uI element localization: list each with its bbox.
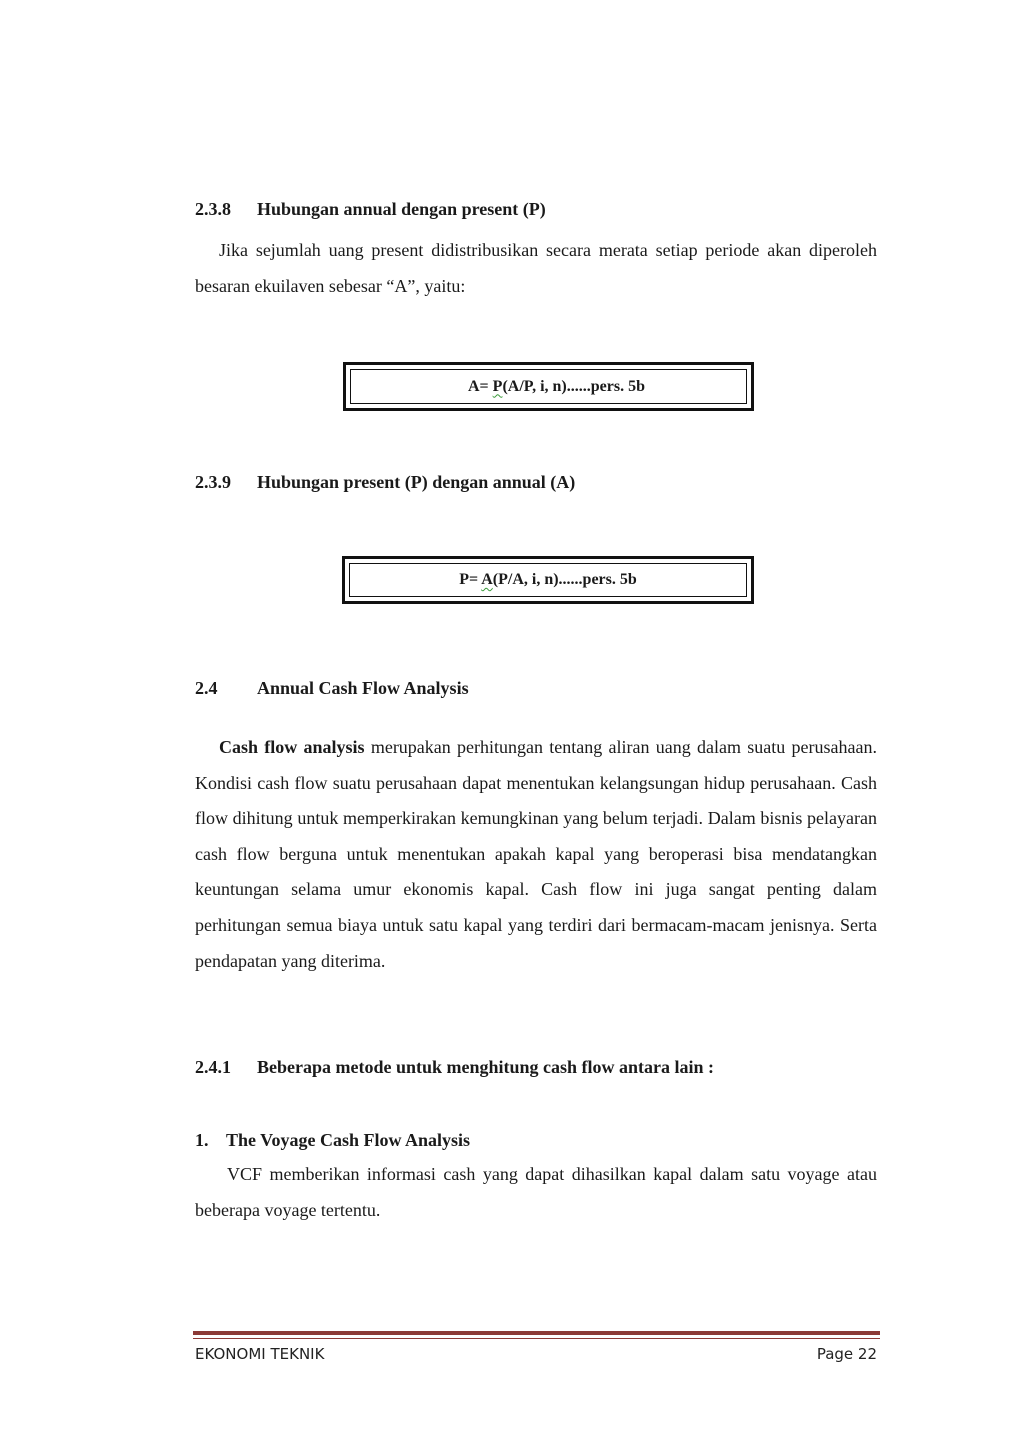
section-title: Hubungan present (P) dengan annual (A): [257, 472, 576, 492]
footer-course-title: EKONOMI TEKNIK: [195, 1345, 325, 1363]
section-2-3-8-heading: [195, 197, 546, 221]
list-item-number: 1.: [195, 1130, 209, 1150]
section-title: Hubungan annual dengan present (P): [257, 199, 546, 219]
formula-2-text: [459, 571, 637, 589]
list-item-1-heading: [195, 1128, 470, 1152]
formula-2-rest: (P/A, i, n)......pers. 5b: [492, 571, 637, 588]
formula-box-1: [343, 362, 754, 411]
formula-1-rest: (A/P, i, n)......pers. 5b: [502, 377, 645, 395]
section-2-3-8-paragraph: Jika sejumlah uang present didistribusikan secara merata setiap periode akan diperoleh besaran ekuilaven sebesar “A”, yaitu:: [195, 240, 877, 296]
footer-rule-thick: [193, 1331, 880, 1335]
section-number: 2.4: [195, 678, 218, 698]
paragraph-body: merupakan perhitungan tentang aliran uang dalam suatu perusahaan. Kondisi cash flow suatu perusahaan dapat menentukan kelangsungan hidup perusahaan. Cash flow dihitung untuk memperkirakan kemungkinan yang belum terjadi. Dalam bisnis pelayaran cash flow berguna untuk menentukan apakah kapal yang beroperasi bisa mendatangkan keuntungan selama umur ekonomis kapal. Cash flow ini juga sangat penting dalam perhitungan semua biaya untuk satu kapal yang terdiri dari bermacam-macam jenisnya. Serta pendapatan yang diterima.: [195, 737, 877, 971]
section-2-3-9-heading: [195, 470, 575, 494]
section-2-4-1-heading: [195, 1055, 714, 1079]
section-title: Annual Cash Flow Analysis: [257, 678, 469, 698]
section-number: 2.4.1: [195, 1057, 231, 1077]
section-title: Beberapa metode untuk menghitung cash flow antara lain :: [257, 1057, 715, 1077]
footer-page-number: Page 22: [816, 1345, 877, 1363]
section-number: 2.3.8: [195, 199, 231, 219]
formula-1-variable: P: [492, 377, 503, 395]
list-item-title: The Voyage Cash Flow Analysis: [226, 1130, 471, 1150]
paragraph-lead-term: Cash flow analysis: [219, 737, 365, 757]
formula-box-2: [342, 556, 754, 604]
footer-rule-thin: [193, 1338, 880, 1339]
formula-2-variable: A: [481, 571, 493, 588]
section-2-4-paragraph: [195, 730, 877, 979]
section-2-4-heading: [195, 676, 469, 700]
list-item-1-paragraph: VCF memberikan informasi cash yang dapat dihasilkan kapal dalam satu voyage atau beberapa voyage tertentu.: [195, 1164, 877, 1220]
section-number: 2.3.9: [195, 472, 231, 492]
formula-2-prefix: P=: [459, 571, 482, 588]
formula-1-text: [468, 378, 645, 396]
formula-1-prefix: A=: [468, 377, 493, 395]
